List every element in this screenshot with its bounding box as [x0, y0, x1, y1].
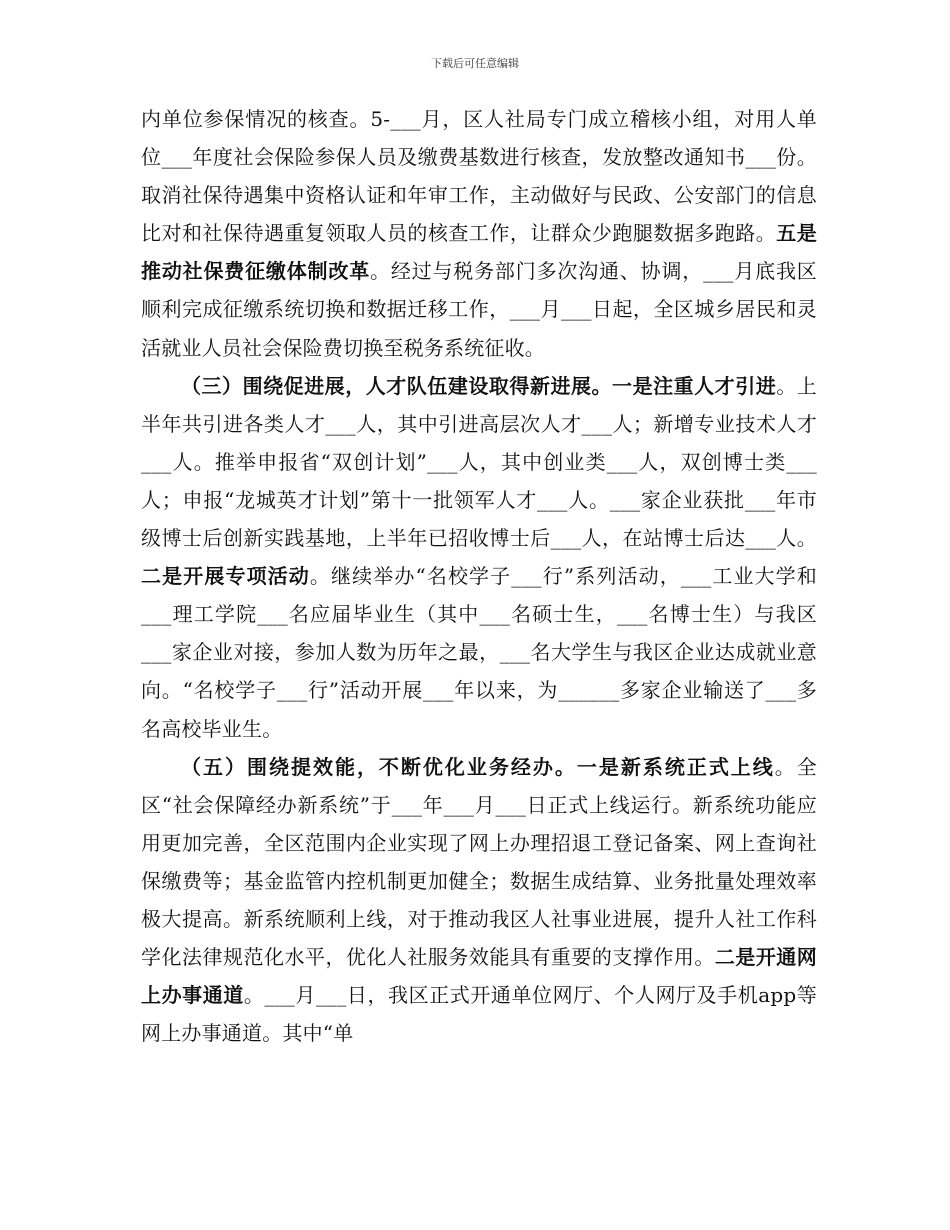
paragraph-text: 。全区“社会保障经办新系统”于___年___月___日正式上线运行。新系统功能应用更加完善，全区范围内企业实现了网上办理招退工登记备案、网上查询社保缴费等；基金监管内控机制更加健全；数据生成结算、业务批量处理效率极大提高。新系统顺利上线，对于推动我区人社事业进展，提升人社工作科学化法律规范化水平，优化人社服务效能具有重要的支撑作用。: [141, 754, 817, 970]
bold-heading: 二是开展专项活动: [141, 564, 310, 589]
bold-heading: 五是推动社保费征缴体制改革: [141, 221, 817, 284]
section-heading: （五）围绕提效能，不断优化业务经办。一是新系统正式上线: [181, 754, 775, 779]
bold-heading: 二是开通网上办事通道: [141, 945, 818, 1008]
paragraph-text: 内单位参保情况的核查。5-___月，区人社局专门成立稽核小组，对用人单位___年度社会保险参保人员及缴费基数进行核查，发放整改通知书___份。取消社保待遇集中资格认证和年审工作，主动做好与民政、公安部门的信息比对和社保待遇重复领取人员的核查工作，让群众少跑腿数据多跑路。: [141, 107, 817, 246]
section-heading: （三）围绕促进展，人才队伍建设取得新进展。一是注重人才引进: [181, 373, 777, 398]
paragraph-text: 。继续举办“名校学子___行”系列活动，___工业大学和___理工学院___名应届毕业生（其中___名硕士生，___名博士生）与我区___家企业对接，参加人数为历年之最，___名大学生与我区企业达成就业意向。“名校学子___行”活动开展___年以来，为______多家企业输送了___多名高校毕业生。: [141, 564, 817, 741]
paragraph-business-efficiency: [141, 748, 817, 1053]
page-header: 下载后可任意编辑: [431, 57, 519, 70]
document-body: [141, 100, 817, 1052]
paragraph-text: 。上半年共引进各类人才___人，其中引进高层次人才___人；新增专业技术人才___人。推举申报省“双创计划”___人，其中创业类___人，双创博士类___人；申报“龙城英才计划”第十一批领军人才___人。___家企业获批___年市级博士后创新实践基地，上半年已招收博士后___人，在站博士后达___人。: [141, 373, 817, 551]
paragraph-talent-team: [141, 367, 817, 748]
paragraph-social-insurance: [141, 100, 817, 367]
paragraph-text: 。经过与税务部门多次沟通、协调，___月底我区顺利完成征缴系统切换和数据迁移工作，___月___日起，全区城乡居民和灵活就业人员社会保险费切换至税务系统征收。: [141, 259, 817, 360]
paragraph-text: 。___月___日，我区正式开通单位网厅、个人网厅及手机app等网上办事通道。其中“单: [141, 983, 817, 1046]
